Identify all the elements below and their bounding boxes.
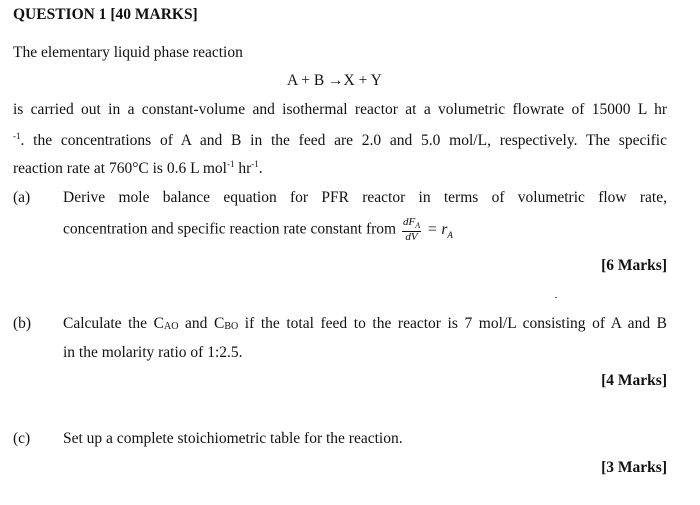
numerator-subscript: A xyxy=(415,221,421,231)
part-b-text-c: if the total feed to the reactor is 7 mol/L consisting of A and B xyxy=(238,315,667,332)
fraction-denominator: dV xyxy=(405,231,418,244)
part-a-marks: [6 Marks] xyxy=(601,257,667,274)
intro-line-4 xyxy=(13,159,263,178)
intro-line-1: The elementary liquid phase reaction xyxy=(13,44,243,61)
intro-line-4-text-a: reaction rate at 760°C is 0.6 L mol xyxy=(13,160,227,177)
stray-mark xyxy=(555,297,557,298)
fraction-numerator xyxy=(402,217,421,232)
part-c-line-1: Set up a complete stoichiometric table for the reaction. xyxy=(63,430,403,447)
intro-line-4-text-b: hr xyxy=(234,160,252,177)
intro-line-3-text: . the concentrations of A and B in the feed are 2.0 and 5.0 mol/L, respectively. The specific xyxy=(20,132,667,149)
reaction-equation: A + B →X + Y xyxy=(287,72,382,89)
intro-line-3-superscript: -1 xyxy=(13,131,21,141)
part-a-line-2-text: concentration and specific reaction rate constant from xyxy=(63,220,397,238)
rate-subscript: A xyxy=(447,229,453,240)
intro-line-4-sup-1: -1 xyxy=(226,159,235,169)
part-a-label: (a) xyxy=(13,189,31,206)
question-title: QUESTION 1 [40 MARKS] xyxy=(13,6,198,23)
derivative-fraction xyxy=(402,217,421,243)
part-b-text-b: and C xyxy=(178,315,225,332)
cbo-subscript: BO xyxy=(224,321,239,332)
part-b-line-1 xyxy=(63,315,667,333)
rate-term xyxy=(427,221,453,238)
part-b-text-a: Calculate the C xyxy=(63,315,164,332)
intro-line-4-sup-2: -1 xyxy=(251,159,259,169)
intro-line-4-text-c: . xyxy=(258,160,263,177)
part-a-line-2 xyxy=(63,217,453,243)
numerator-text: dF xyxy=(402,216,416,228)
part-b-line-2: in the molarity ratio of 1:2.5. xyxy=(63,344,243,361)
intro-line-2: is carried out in a constant-volume and isothermal reactor at a volumetric flowrate of 15000 L hr xyxy=(13,101,667,118)
part-c-marks: [3 Marks] xyxy=(601,459,667,476)
part-c-label: (c) xyxy=(13,430,31,447)
intro-line-3 xyxy=(13,131,667,150)
rate-text: = r xyxy=(426,220,448,238)
cao-subscript: AO xyxy=(163,321,179,332)
part-b-marks: [4 Marks] xyxy=(601,372,667,389)
part-a-line-1: Derive mole balance equation for PFR reactor in terms of volumetric flow rate, xyxy=(63,189,667,206)
part-b-label: (b) xyxy=(13,315,32,332)
